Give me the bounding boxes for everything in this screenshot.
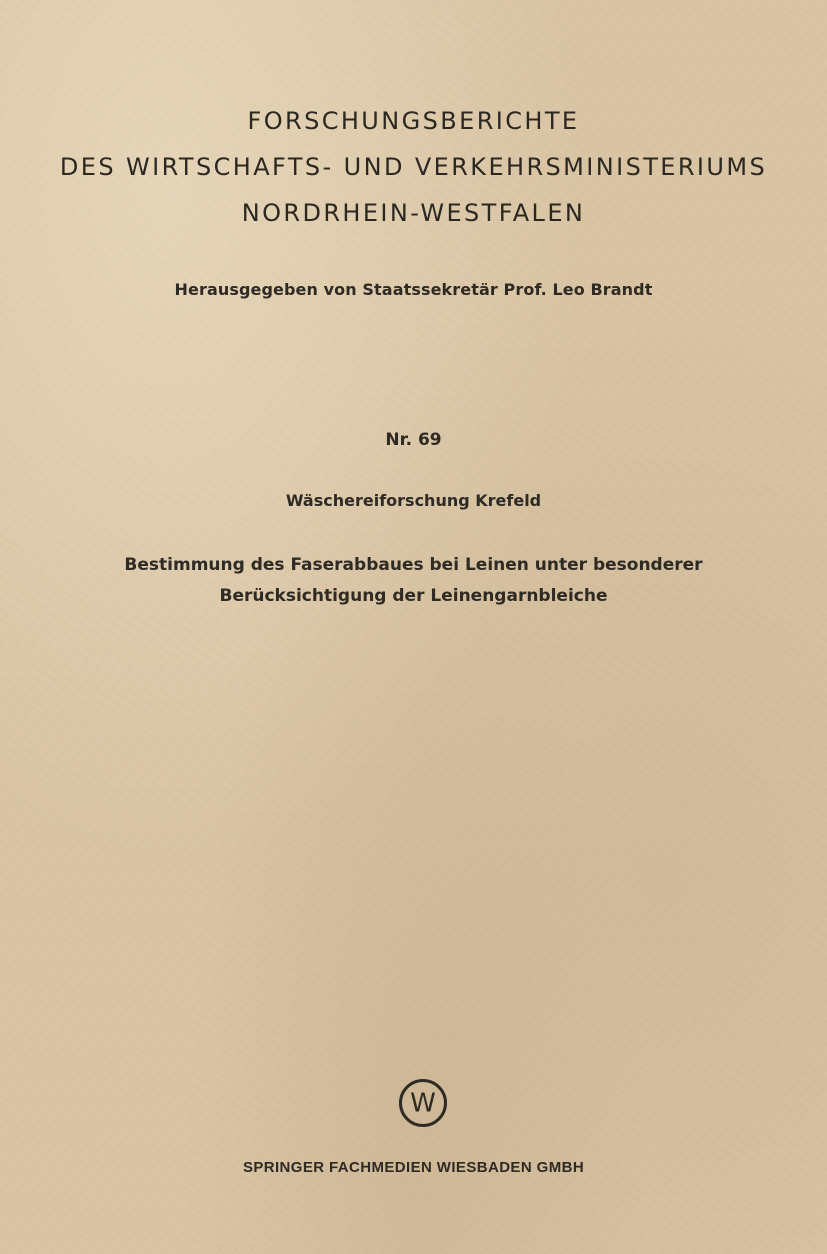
series-title [0, 98, 827, 236]
report-title [0, 550, 827, 612]
report-title-line: Berücksichtigung der Leinengarnbleiche [219, 586, 608, 606]
institute-name: Wäschereiforschung Krefeld [285, 491, 542, 510]
editor-line: Herausgegeben von Staatssekretär Prof. Leo Brandt [174, 280, 653, 299]
publisher-logo-letter: W [410, 1088, 436, 1119]
report-title-line: Bestimmung des Faserabbaues bei Leinen unter besonderer [124, 555, 703, 575]
publisher-name: SPRINGER FACHMEDIEN WIESBADEN GMBH [242, 1159, 585, 1176]
publisher-logo-icon [398, 1078, 448, 1128]
issue-number: Nr. 69 [385, 430, 442, 450]
series-title-line: DES WIRTSCHAFTS- UND VERKEHRSMINISTERIUMS [59, 153, 768, 181]
series-title-line: FORSCHUNGSBERICHTE [247, 107, 580, 135]
series-title-line: NORDRHEIN-WESTFALEN [241, 199, 586, 227]
